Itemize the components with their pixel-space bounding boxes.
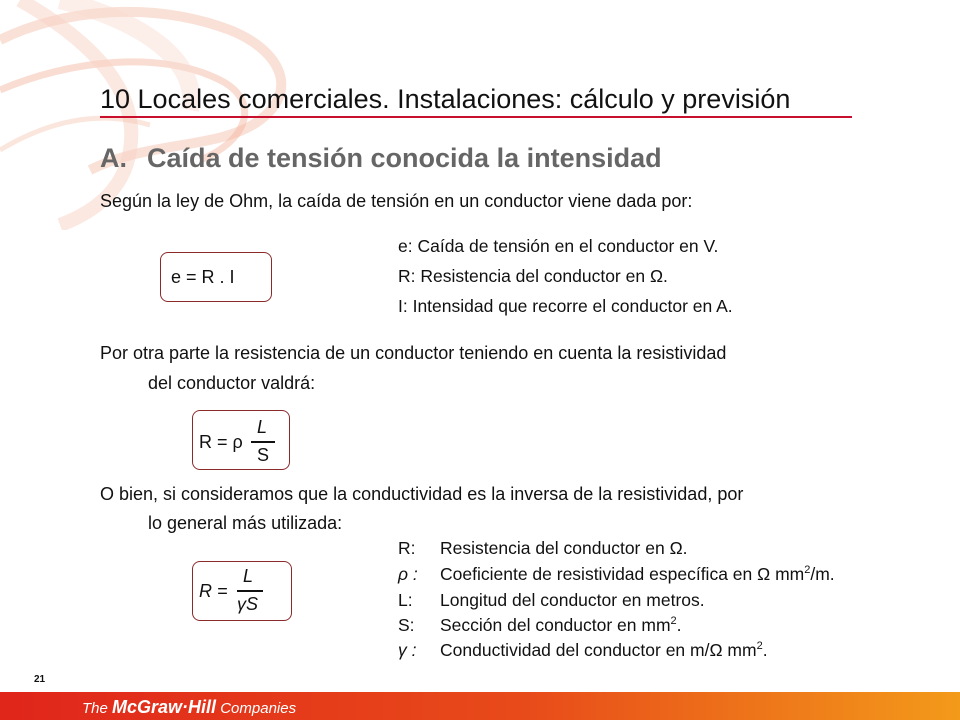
title-underline: [100, 116, 852, 118]
legend-row-l: [398, 590, 705, 611]
conductivity-fraction-bar: [237, 590, 263, 592]
legend-row-rho: [398, 564, 835, 585]
legend-superscript: 2: [670, 615, 677, 628]
conductivity-denominator: γS: [237, 594, 259, 614]
resistivity-formula-lhs: R = ρ: [199, 432, 243, 452]
footer-suffix: Companies: [216, 700, 297, 717]
ohm-definition-e: e: Caída de tensión en el conductor en V.: [398, 236, 719, 256]
legend-suffix: .: [676, 615, 682, 635]
legend-superscript: 2: [756, 640, 763, 653]
legend-symbol: R:: [398, 538, 416, 558]
section-heading: [100, 143, 662, 174]
section-letter: A.: [100, 143, 127, 173]
legend-row-s: [398, 615, 682, 636]
ohm-formula: e = R . I: [171, 267, 235, 287]
resistivity-formula-box: [192, 410, 290, 470]
legend-text: Longitud del conductor en metros.: [440, 590, 705, 610]
legend-superscript: 2: [804, 564, 811, 577]
resistivity-denominator: S: [257, 445, 270, 465]
footer-logo: [82, 697, 296, 718]
legend-row-gamma: [398, 640, 768, 661]
legend-suffix: /m.: [810, 564, 835, 584]
legend-text: Coeficiente de resistividad específica en Ω mm: [440, 564, 805, 584]
ohm-formula-box: [160, 252, 272, 302]
legend-text: Resistencia del conductor en Ω.: [440, 538, 688, 558]
conductivity-formula-box: [192, 561, 292, 621]
footer-prefix: The: [82, 700, 113, 717]
ohm-definition-i: I: Intensidad que recorre el conductor en A.: [398, 296, 733, 316]
resistivity-paragraph-line2: del conductor valdrá:: [148, 373, 316, 393]
page-number: 21: [34, 674, 46, 685]
conductivity-paragraph-line2: lo general más utilizada:: [148, 513, 343, 533]
legend-text: Conductividad del conductor en m/Ω mm: [440, 640, 757, 660]
slide-title: 10 Locales comerciales. Instalaciones: cálculo y previsión: [100, 84, 791, 114]
legend-row-r: [398, 538, 688, 559]
conductivity-formula-lhs: R =: [199, 581, 228, 601]
ohm-intro: Según la ley de Ohm, la caída de tensión en un conductor viene dada por:: [100, 191, 693, 211]
resistivity-paragraph-line1: Por otra parte la resistencia de un conductor teniendo en cuenta la resistividad: [100, 343, 727, 363]
legend-symbol: γ :: [398, 640, 417, 660]
section-title: Caída de tensión conocida la intensidad: [147, 143, 662, 173]
legend-symbol: L:: [398, 590, 413, 610]
legend-text: Sección del conductor en mm: [440, 615, 671, 635]
conductivity-paragraph-line1: O bien, si consideramos que la conductividad es la inversa de la resistividad, por: [100, 484, 744, 504]
legend-symbol: ρ :: [398, 564, 418, 584]
resistivity-numerator: L: [257, 417, 268, 437]
legend-symbol: S:: [398, 615, 415, 635]
ohm-definition-r: R: Resistencia del conductor en Ω.: [398, 266, 668, 286]
resistivity-fraction-bar: [251, 441, 275, 443]
conductivity-numerator: L: [243, 566, 254, 586]
footer-brand: McGraw·Hill: [112, 697, 217, 717]
legend-suffix: .: [762, 640, 768, 660]
